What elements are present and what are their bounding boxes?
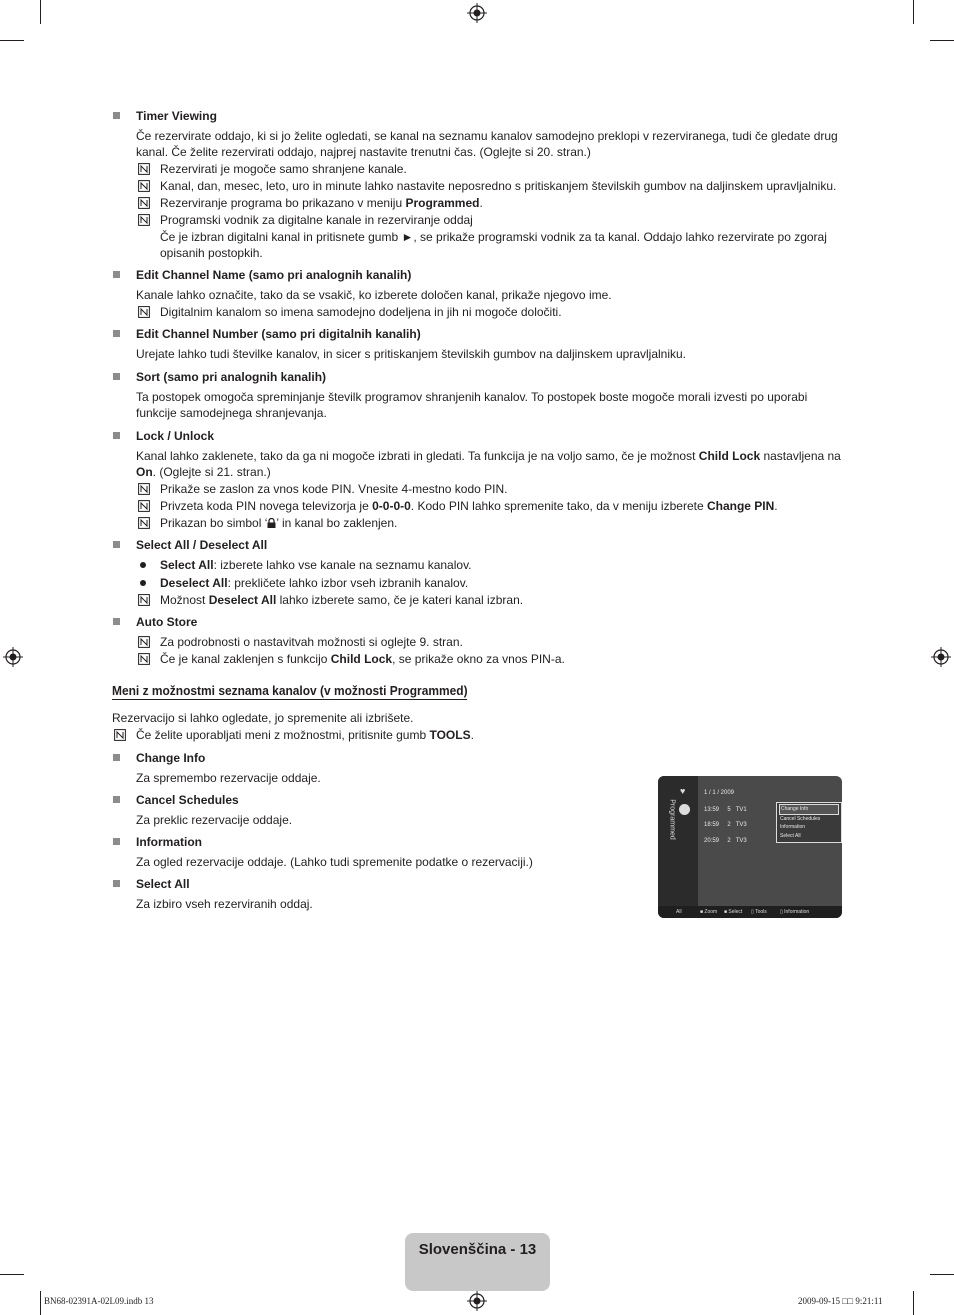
note: Prikaže se zaslon za vnos kode PIN. Vnesite 4-mestno kodo PIN. [136,481,842,497]
registration-mark-icon [3,647,23,667]
note-icon [138,653,150,665]
section-title: Lock / Unlock [136,428,842,444]
note: Digitalnim kanalom so imena samodejno dodeljena in jih ni mogoče določiti. [136,304,842,320]
popup-item-select-all[interactable]: Select All [780,832,801,839]
section-auto-store [112,614,842,667]
tv-row: 13:59 5 TV1 [704,807,747,813]
paragraph: Za spremembo rezervacije oddaje. [136,771,321,785]
list-item: Deselect All: prekličete lahko izbor vseh izbranih kanalov. [136,575,842,591]
crop-mark [40,0,41,24]
section-edit-channel-name [112,267,842,320]
section-title: Change Info [136,750,842,766]
note: Rezervirati je mogoče samo shranjene kanale. [136,161,842,177]
note-icon [138,163,150,175]
paragraph: Urejate lahko tudi številke kanalov, in sicer s pritiskanjem številskih gumbov na daljinskem upravljalniku. [136,347,687,361]
paragraph: Kanal lahko zaklenete, tako da ga ni mogoče izbrati in gledati. Ta funkcija je na voljo samo, če je možnost Child Lock nastavljena na On. (Oglejte si 21. stran.) [136,449,841,479]
note-icon [138,197,150,209]
section-sort [112,369,842,421]
popup-item-cancel-schedules[interactable]: Cancel Schedules [780,815,821,822]
tv-row: 18:59 2 TV3 [704,822,747,828]
section-title: Edit Channel Name (samo pri analognih kanalih) [136,267,842,283]
paragraph: Za izbiro vseh rezerviranih oddaj. [136,897,313,911]
note: Za podrobnosti o nastavitvah možnosti si oglejte 9. stran. [136,634,842,650]
note: Če je kanal zaklenjen s funkcijo Child Lock, se prikaže okno za vnos PIN-a. [136,651,842,667]
heart-icon: ♥ [680,786,686,796]
paragraph: Kanale lahko označite, tako da se vsakič, ko izberete določen kanal, prikaže njegovo ime. [136,288,612,302]
note: Možnost Deselect All lahko izberete samo, če je kateri kanal izbran. [136,592,842,608]
section-select-all [112,537,842,608]
select-hint: ■ Select [724,909,743,915]
section-title: Cancel Schedules [136,792,842,808]
square-bullet-icon [113,754,120,761]
square-bullet-icon [113,796,120,803]
menu-intro: Rezervacijo si lahko ogledate, jo spremenite ali izbrišete. [112,711,414,725]
tv-bottom-bar: All ■ Zoom ■ Select ▯ Tools ▯ Information [658,906,842,918]
note: Če želite uporabljati meni z možnostmi, pritisnite gumb TOOLS. [112,727,842,743]
note: Kanal, dan, mesec, leto, uro in minute lahko nastavite neposredno s pritiskanjem številskih gumbov na daljinskem upravljalniku. [136,178,842,194]
square-bullet-icon [113,541,120,548]
note: Prikazan bo simbol ‘ ’ in kanal bo zaklenjen. [136,515,842,531]
section-timer-viewing [112,108,842,261]
note-icon [138,180,150,192]
section-title: Timer Viewing [136,108,842,124]
section-title: Sort (samo pri analognih kanalih) [136,369,842,385]
note-icon [138,483,150,495]
tv-row: 20:59 2 TV3 [704,838,747,844]
tools-hint: ▯ Tools [751,909,767,915]
registration-mark-icon [931,647,951,667]
note-detail: Če je izbran digitalni kanal in pritisnete gumb ►, se prikaže programski vodnik za ta kanal. Oddajo lahko rezervirate po zgoraj opisanih postopkih. [160,230,827,260]
info-hint: ▯ Information [780,909,810,915]
paragraph: Za ogled rezervacije oddaje. (Lahko tudi spremenite podatke o rezervaciji.) [136,855,533,869]
paragraph: Za preklic rezervacije oddaje. [136,813,293,827]
tv-date: 1 / 1 / 2009 [704,790,735,796]
crop-mark [913,1291,914,1315]
registration-mark-icon [467,1291,487,1311]
section-title: Select All / Deselect All [136,537,842,553]
note-icon [138,500,150,512]
section-title: Information [136,834,842,850]
tv-tools-popup [776,802,842,843]
tv-side-panel [658,776,698,906]
page-number: Slovenščina - 13 [418,1241,537,1258]
square-bullet-icon [113,112,120,119]
dot-bullet-icon [140,580,146,586]
note: Rezerviranje programa bo prikazano v meniju Programmed. [136,195,842,211]
paragraph: Ta postopek omogoča spreminjanje številk programov shranjenih kanalov. To postopek boste mogoče morali izvesti po uporabi funkcije samodejnega shranjevanja. [136,390,808,420]
square-bullet-icon [113,618,120,625]
paragraph: Če rezervirate oddajo, ki si jo želite ogledati, se kanal na seznamu kanalov samodejno preklopi v rezerviranega, tudi če gledate drug kanal. Če želite rezervirati oddajo, najprej nastavite trenutni čas. (Oglejte si 20. stran.) [136,129,838,159]
registration-mark-icon [467,3,487,23]
slug-left: BN68-02391A-02L09.indb 13 [44,1296,154,1306]
square-bullet-icon [113,432,120,439]
menu-heading: Meni z možnostmi seznama kanalov (v možnosti Programmed) [112,683,468,698]
crop-mark [913,0,914,24]
popup-item-information[interactable]: Information [780,824,806,830]
crop-mark [0,40,24,41]
section-title: Auto Store [136,614,842,630]
crop-mark [930,1274,954,1275]
tv-screenshot [658,776,842,918]
note-icon [138,214,150,226]
section-title: Select All [136,876,842,892]
section-lock-unlock [112,428,842,531]
note-icon [138,306,150,318]
programmed-icon [679,804,690,815]
note-icon [114,729,126,741]
crop-mark [40,1291,41,1315]
dot-bullet-icon [140,562,146,568]
square-bullet-icon [113,880,120,887]
popup-item-change-info[interactable]: Change Info [779,804,839,815]
slug-right: 2009-09-15 □□ 9:21:11 [798,1296,883,1306]
tv-side-label: Programmed [668,799,676,840]
list-item: Select All: izberete lahko vse kanale na seznamu kanalov. [136,557,842,573]
note-icon [138,517,150,529]
square-bullet-icon [113,373,120,380]
note-icon [138,594,150,606]
menu-heading-wrap [112,683,842,700]
note: Privzeta koda PIN novega televizorja je 0-0-0-0. Kodo PIN lahko spremenite tako, da v meniju izberete Change PIN. [136,498,842,514]
square-bullet-icon [113,838,120,845]
square-bullet-icon [113,271,120,278]
crop-mark [930,40,954,41]
note-icon [138,636,150,648]
section-edit-channel-number [112,326,842,362]
crop-mark [0,1274,24,1275]
zoom-hint: ■ Zoom [700,909,718,915]
section-title: Edit Channel Number (samo pri digitalnih kanalih) [136,326,842,342]
note: Programski vodnik za digitalne kanale in rezerviranje oddaj [136,212,842,228]
square-bullet-icon [113,330,120,337]
